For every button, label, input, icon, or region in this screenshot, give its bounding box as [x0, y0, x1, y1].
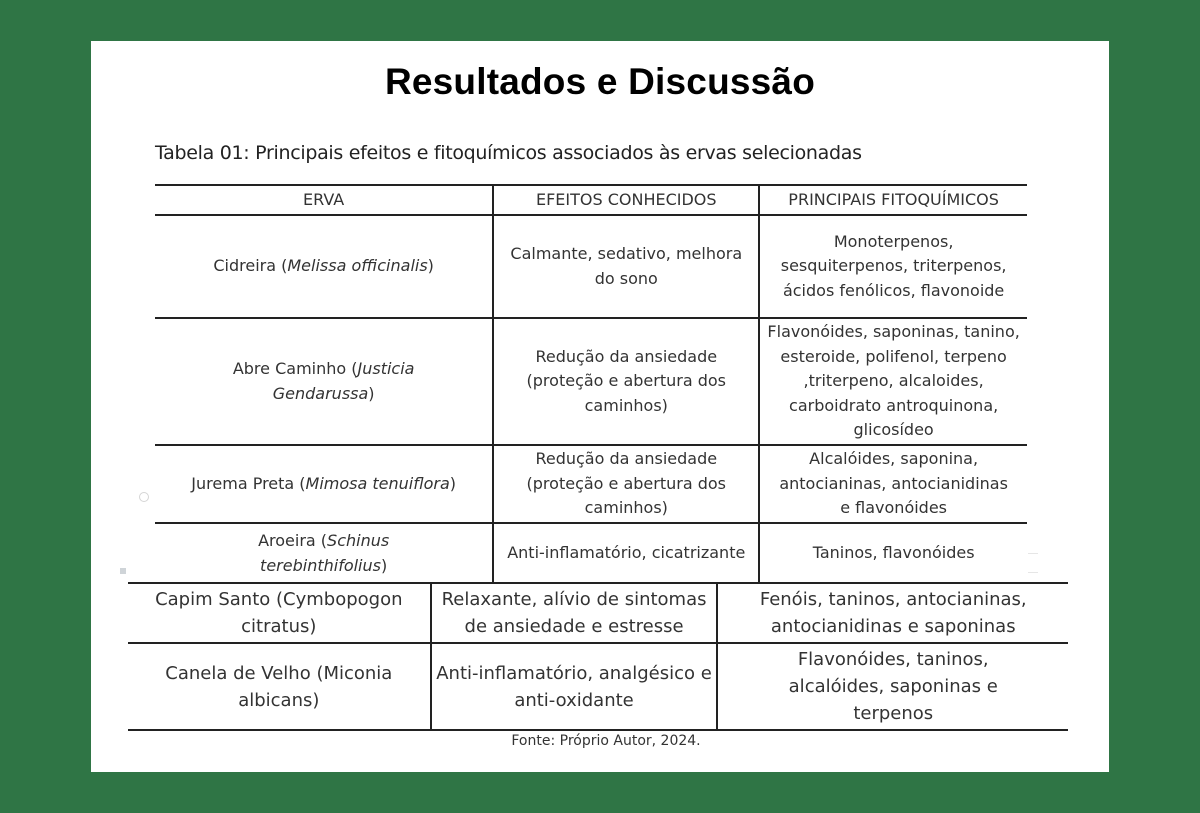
table-row	[128, 583, 1068, 643]
cell-efeitos: Anti-inflamatório, cicatrizante	[493, 523, 759, 583]
cell-erva: Abre Caminho (Justicia Gendarussa)	[155, 318, 493, 445]
cell-fitoquimicos: Alcalóides, saponina, antocianinas, antocianidinas e flavonóides	[759, 445, 1027, 523]
cell-efeitos: Redução da ansiedade (proteção e abertura dos caminhos)	[493, 318, 759, 445]
table-row	[155, 445, 1027, 523]
cell-efeitos: Redução da ansiedade (proteção e abertura dos caminhos)	[493, 445, 759, 523]
cell-fitoquimicos: Fenóis, taninos, antocianinas, antocianidinas e saponinas	[717, 583, 1068, 643]
table-source-note: Fonte: Próprio Autor, 2024.	[511, 733, 701, 749]
slide-card	[91, 41, 1109, 772]
cell-fitoquimicos: Monoterpenos, sesquiterpenos, triterpenos, ácidos fenólicos, flavonoide	[759, 215, 1027, 318]
cell-erva: Canela de Velho (Miconia albicans)	[128, 643, 431, 730]
cell-fitoquimicos: Taninos, flavonóides	[812, 543, 975, 563]
cell-erva: Aroeira (Schinus terebinthifolius)	[155, 523, 493, 583]
cell-efeitos: Calmante, sedativo, melhora do sono	[493, 215, 759, 318]
header-erva: ERVA	[155, 185, 493, 215]
cell-efeitos: Relaxante, alívio de sintomas de ansiedade e estresse	[431, 583, 718, 643]
table-row	[155, 215, 1027, 318]
header-fitoquimicos: PRINCIPAIS FITOQUÍMICOS	[759, 185, 1027, 215]
cell-fitoquimicos: Flavonóides, taninos, alcalóides, saponinas e terpenos	[717, 643, 1068, 730]
herbs-table-part-2	[128, 582, 1068, 731]
cell-erva: Jurema Preta (Mimosa tenuiflora)	[155, 445, 493, 523]
header-efeitos: EFEITOS CONHECIDOS	[493, 185, 759, 215]
table-caption: Tabela 01: Principais efeitos e fitoquímicos associados às ervas selecionadas	[155, 142, 862, 164]
table-row	[155, 318, 1027, 445]
cell-efeitos: Anti-inflamatório, analgésico e anti-oxidante	[431, 643, 718, 730]
cell-erva: Cidreira (Melissa officinalis)	[155, 215, 493, 318]
cell-fitoquimicos: Flavonóides, saponinas, tanino, esteroide, polifenol, terpeno ,triterpeno, alcaloides, carboidrato antroquinona, glicosídeo	[759, 318, 1027, 445]
circle-mark-icon	[139, 492, 149, 502]
slide-title: Resultados e Discussão	[384, 61, 816, 102]
square-mark-icon	[120, 568, 126, 574]
cell-erva: Capim Santo (Cymbopogon citratus)	[128, 583, 431, 643]
table-header-row	[155, 185, 1027, 215]
herbs-table-part-1	[155, 184, 1027, 583]
resize-handle-icon	[1028, 553, 1038, 573]
table-row	[128, 643, 1068, 730]
table-row	[155, 523, 1027, 583]
